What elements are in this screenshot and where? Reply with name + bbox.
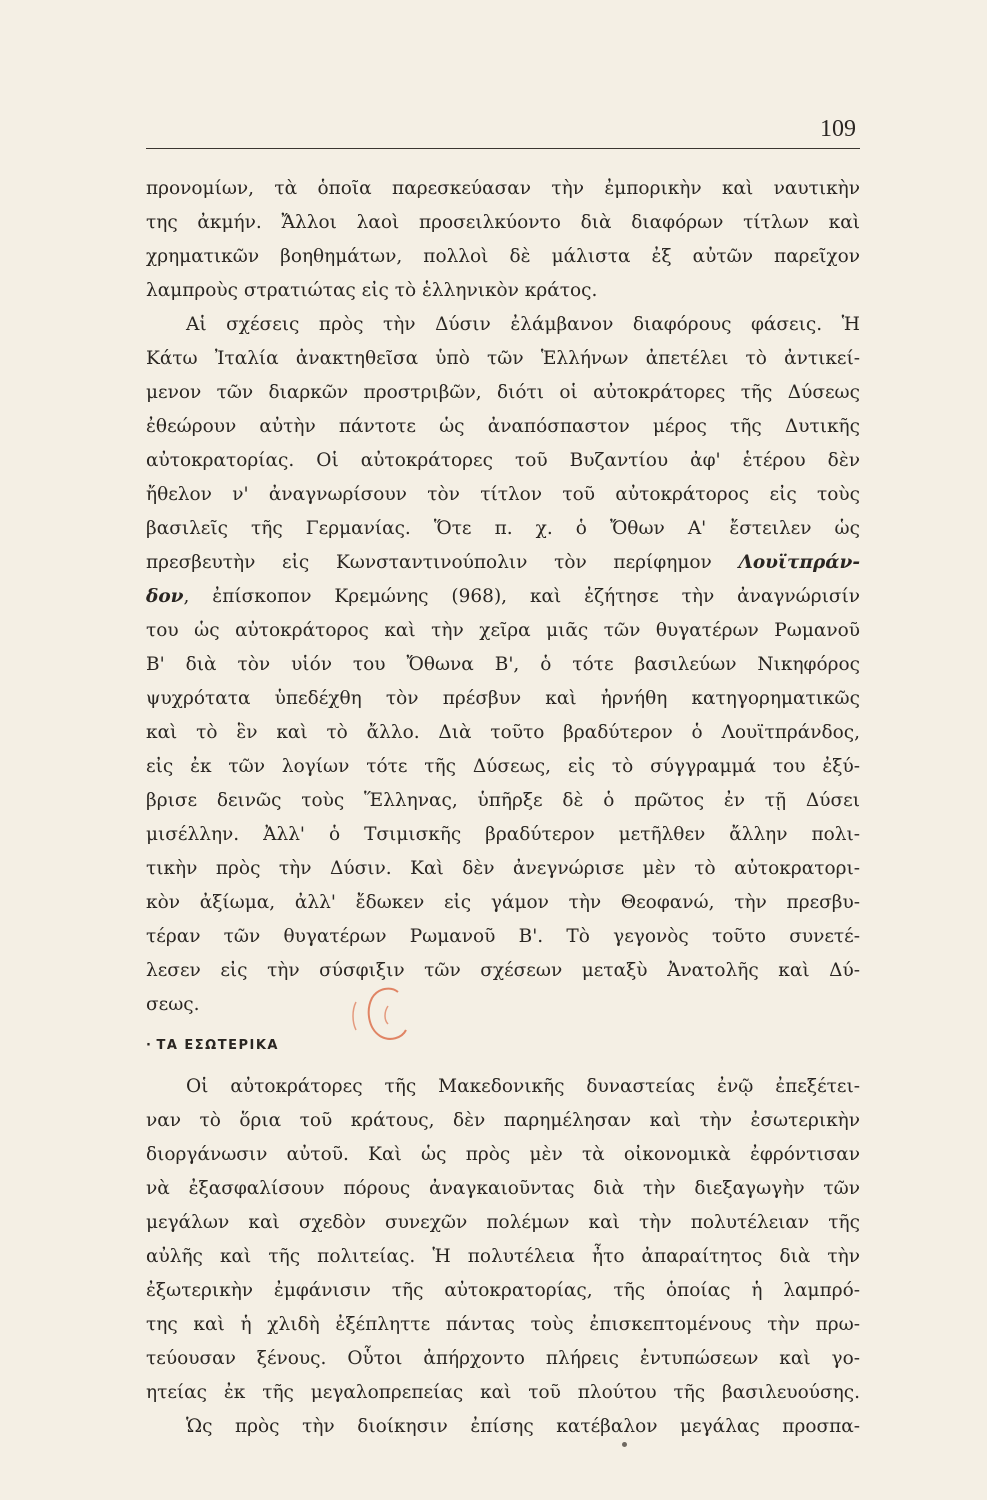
text-line: Ὡς πρὸς τὴν διοίκησιν ἐπίσης κατέβαλον μεγάλας προσπα- <box>186 1416 860 1437</box>
page-header <box>146 112 860 149</box>
text-line: ναν τὸ ὅρια τοῦ κράτους, δὲν παρημέλησαν καὶ τὴν ἐσωτερικὴν <box>146 1110 860 1131</box>
stamp-stroke <box>353 1002 356 1030</box>
text-line: αὐτοκρατορίας. Οἱ αὐτοκράτορες τοῦ Βυζαντίου ἀφ' ἑτέρου δὲν <box>146 450 860 471</box>
body-text <box>146 172 860 1444</box>
text-line: μενον τῶν διαρκῶν προστριβῶν, διότι οἱ αὐτοκράτορες τῆς Δύσεως <box>146 382 860 403</box>
text-line: αὐλῆς καὶ τῆς πολιτείας. Ἡ πολυτέλεια ἦτο ἀπαραίτητος διὰ τὴν <box>146 1246 860 1267</box>
text-line: ἐξωτερικὴν ἐμφάνισιν τῆς αὐτοκρατορίας, τῆς ὁποίας ἡ λαμπρό- <box>146 1280 860 1301</box>
text-line: διοργάνωσιν αὐτοῦ. Καὶ ὡς πρὸς μὲν τὰ οἰκονομικὰ ἐφρόντισαν <box>146 1144 860 1165</box>
stamp-stroke <box>369 989 406 1039</box>
text-line: Β' διὰ τὸν υἱόν του Ὄθωνα Β', ὁ τότε βασιλεύων Νικηφόρος <box>146 654 860 675</box>
text-line: τικὴν πρὸς τὴν Δύσιν. Καὶ δὲν ἀνεγνώρισε μὲν τὸ αὐτοκρατορι- <box>146 858 860 879</box>
text-line: μεγάλων καὶ σχεδὸν συνεχῶν πολέμων καὶ τὴν πολυτέλειαν τῆς <box>146 1212 860 1233</box>
text-line: της καὶ ἡ χλιδὴ ἐξέπληττε πάντας τοὺς ἐπισκεπτομένους τὴν πρω- <box>146 1314 860 1335</box>
text-line: σεως. <box>146 994 200 1015</box>
text-line: Αἱ σχέσεις πρὸς τὴν Δύσιν ἐλάμβανον διαφόρους φάσεις. Ἡ <box>186 314 860 335</box>
emphasized-name: Λουϊτπράν- <box>738 552 860 573</box>
text-line: ψυχρότατα ὑπεδέχθη τὸν πρέσβυν καὶ ἠρνήθη κατηγορηματικῶς <box>146 688 860 709</box>
text-line: τεύουσαν ξένους. Οὗτοι ἀπήρχοντο πλήρεις ἐντυπώσεων καὶ γο- <box>146 1348 860 1369</box>
text-line: ητείας ἐκ τῆς μεγαλοπρεπείας καὶ τοῦ πλούτου τῆς βασιλευούσης. <box>146 1382 860 1403</box>
text-line: τέραν τῶν θυγατέρων Ρωμανοῦ Β'. Τὸ γεγονὸς τοῦτο συνετέ- <box>146 926 860 947</box>
text-line: λεσεν εἰς τὴν σύσφιξιν τῶν σχέσεων μεταξὺ Ἀνατολῆς καὶ Δύ- <box>146 960 860 981</box>
text-line: προνομίων, τὰ ὁποῖα παρεσκεύασαν τὴν ἐμπορικὴν καὶ ναυτικὴν <box>146 178 860 199</box>
ink-speck <box>622 1442 627 1447</box>
text-line: ἐθεώρουν αὐτὴν πάντοτε ὡς ἀναπόσπαστον μέρος τῆς Δυτικῆς <box>146 416 860 437</box>
section-heading-text: ΤΑ ΕΣΩΤΕΡΙΚΑ <box>156 1038 279 1053</box>
text-line <box>146 580 860 614</box>
text-segment: πρεσβευτὴν εἰς Κωνσταντινούπολιν τὸν περίφημον <box>146 552 739 573</box>
text-line: ἤθελον ν' ἀναγνωρίσουν τὸν τίτλον τοῦ αὐτοκράτορος εἰς τοὺς <box>146 484 860 505</box>
text-line <box>146 546 860 580</box>
text-line: του ὡς αὐτοκράτορος καὶ τὴν χεῖρα μιᾶς τῶν θυγατέρων Ρωμανοῦ <box>146 620 860 641</box>
text-line: εἰς ἐκ τῶν λογίων τότε τῆς Δύσεως, εἰς τὸ σύγγραμμά του ἐξύ- <box>146 756 860 777</box>
text-line: καὶ τὸ ἓν καὶ τὸ ἄλλο. Διὰ τοῦτο βραδύτερον ὁ Λουϊτπράνδος, <box>146 722 860 743</box>
section-heading <box>146 1022 860 1070</box>
text-line: βρισε δεινῶς τοὺς Ἕλληνας, ὑπῆρξε δὲ ὁ πρῶτος ἐν τῇ Δύσει <box>146 790 860 811</box>
section-marker: · <box>146 1038 153 1053</box>
emphasized-name: δον <box>146 586 184 607</box>
text-line: μισέλλην. Ἀλλ' ὁ Τσιμισκῆς βραδύτερον μετῆλθεν ἄλλην πολι- <box>146 824 860 845</box>
text-segment: , ἐπίσκοπον Κρεμώνης (968), καὶ ἐζήτησε τὴν ἀναγνώρισίν <box>183 586 860 607</box>
page-number: 109 <box>820 116 856 142</box>
text-line: χρηματικῶν βοηθημάτων, πολλοὶ δὲ μάλιστα ἐξ αὐτῶν παρεῖχον <box>146 246 860 267</box>
library-stamp <box>336 984 426 1044</box>
text-line: της ἀκμήν. Ἄλλοι λαοὶ προσειλκύοντο διὰ διαφόρων τίτλων καὶ <box>146 212 860 233</box>
text-line: Κάτω Ἰταλία ἀνακτηθεῖσα ὑπὸ τῶν Ἑλλήνων ἀπετέλει τὸ ἀντικεί- <box>146 348 860 369</box>
text-line: λαμπροὺς στρατιώτας εἰς τὸ ἑλληνικὸν κράτος. <box>146 280 598 301</box>
text-line: νὰ ἐξασφαλίσουν πόρους ἀναγκαιοῦντας διὰ τὴν διεξαγωγὴν τῶν <box>146 1178 860 1199</box>
text-line: κὸν ἀξίωμα, ἀλλ' ἔδωκεν εἰς γάμον τὴν Θεοφανώ, τὴν πρεσβυ- <box>146 892 860 913</box>
text-line: Οἱ αὐτοκράτορες τῆς Μακεδονικῆς δυναστείας ἐνῷ ἐπεξέτει- <box>186 1076 860 1097</box>
stamp-stroke <box>385 1006 388 1024</box>
text-line: βασιλεῖς τῆς Γερμανίας. Ὅτε π. χ. ὁ Ὄθων Α' ἔστειλεν ὡς <box>146 518 860 539</box>
